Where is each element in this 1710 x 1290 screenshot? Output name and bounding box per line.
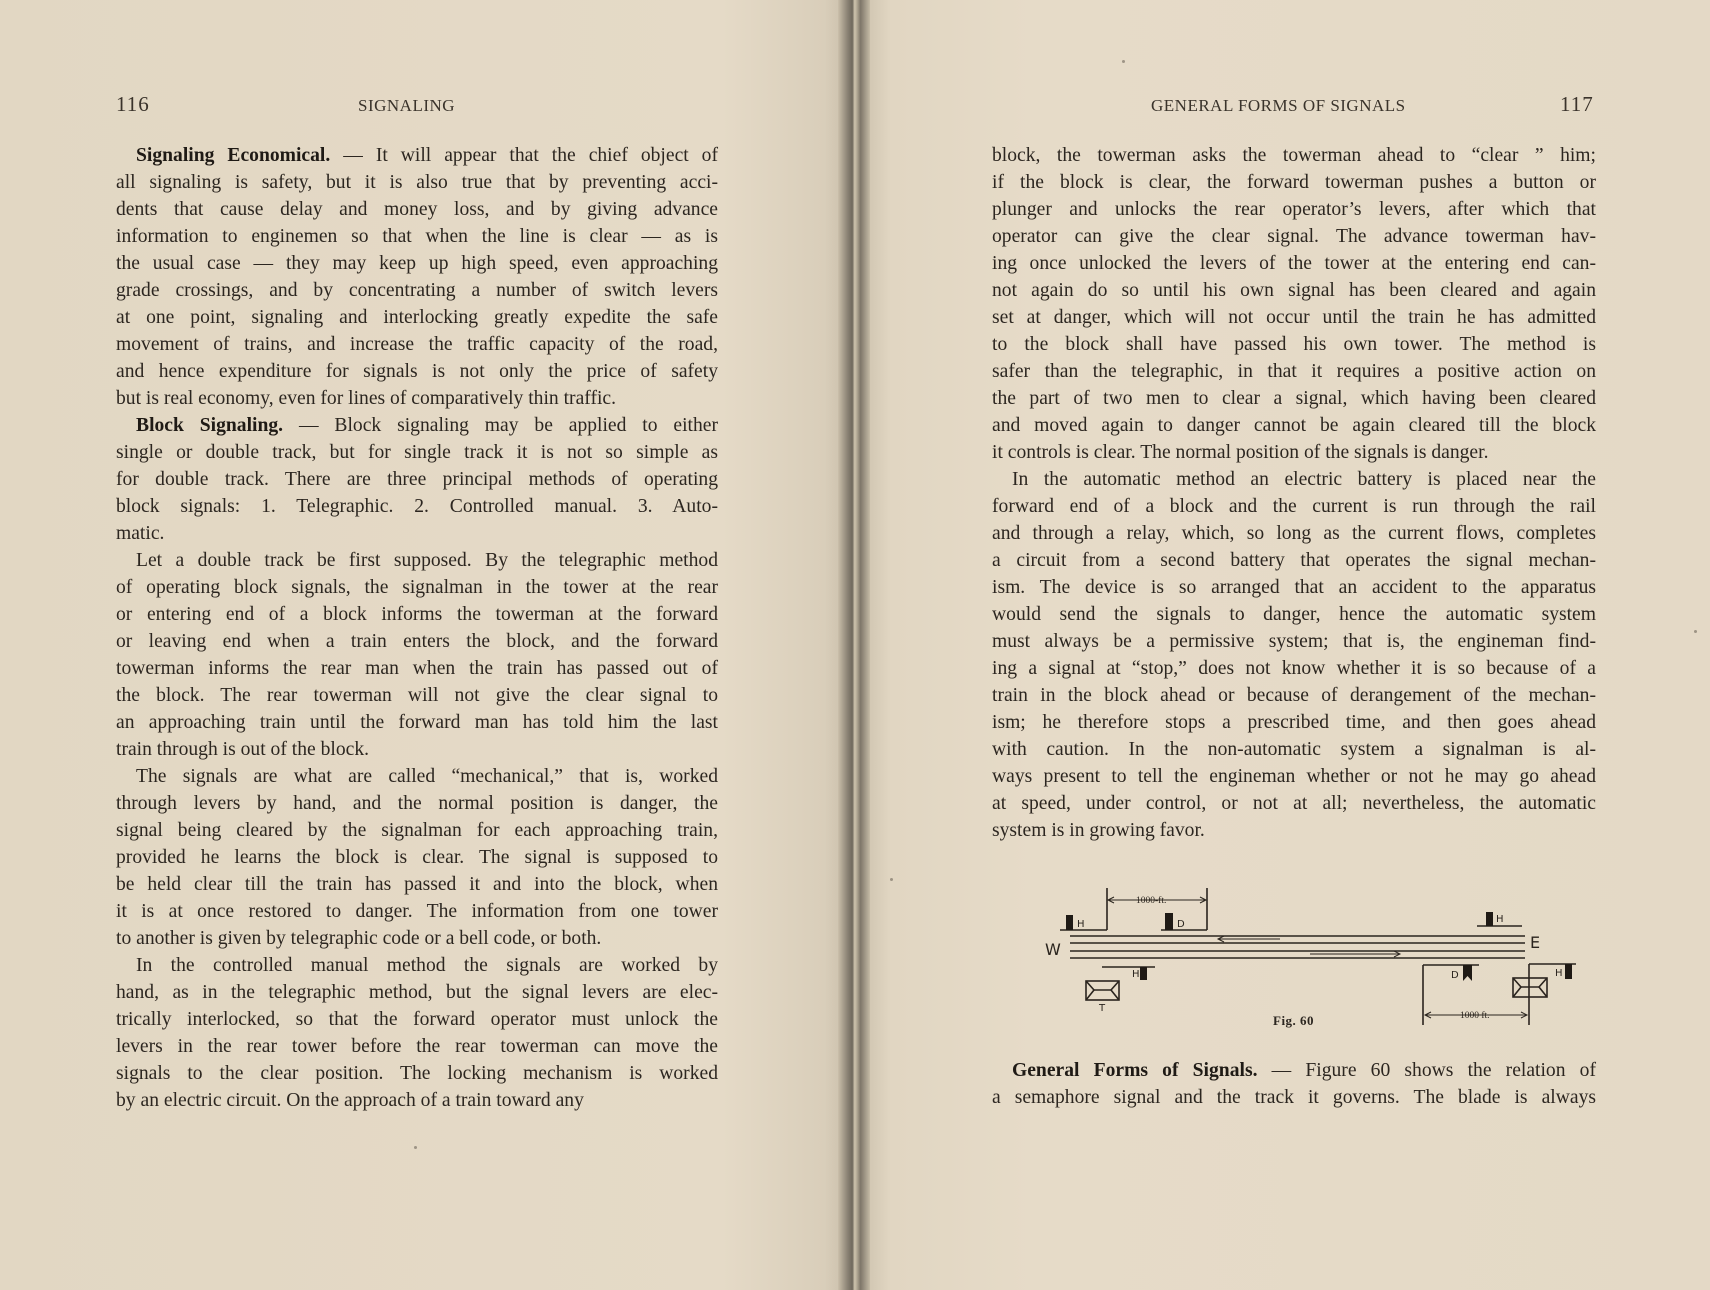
line-text: In the automatic method an electric battery is placed near the bbox=[1012, 469, 1596, 490]
line-text: signal being cleared by the signalman for each approaching train, bbox=[116, 820, 718, 841]
text-line bbox=[992, 385, 1596, 412]
text-line bbox=[116, 1087, 718, 1114]
home-signal-icon bbox=[1565, 964, 1572, 979]
distant-label: D bbox=[1451, 970, 1459, 981]
text-line bbox=[992, 1057, 1596, 1084]
line-text: or leaving end when a train enters the block, and the forward bbox=[116, 631, 718, 652]
text-line bbox=[116, 169, 718, 196]
line-text: by an electric circuit. On the approach of a train toward any bbox=[116, 1090, 584, 1111]
line-text: safer than the telegraphic, in that it requires a positive action on bbox=[992, 361, 1596, 382]
line-text: not again do so until his own signal has been cleared and again bbox=[992, 280, 1596, 301]
line-text: must always be a permissive system; that is, the engineman find- bbox=[992, 631, 1596, 652]
line-text: — Figure 60 shows the relation of bbox=[1257, 1060, 1596, 1081]
text-line bbox=[992, 304, 1596, 331]
text-line bbox=[992, 1084, 1596, 1111]
line-text: set at danger, which will not occur until the train he has admitted bbox=[992, 307, 1596, 328]
text-line bbox=[992, 520, 1596, 547]
text-line bbox=[116, 385, 718, 412]
line-text: a semaphore signal and the track it governs. The blade is always bbox=[992, 1087, 1596, 1108]
line-text: if the block is clear, the forward towerman pushes a button or bbox=[992, 172, 1596, 193]
line-text: forward end of a block and the current is run through the rail bbox=[992, 496, 1596, 517]
text-line bbox=[116, 466, 718, 493]
text-line bbox=[116, 331, 718, 358]
line-text: provided he learns the block is clear. The signal is supposed to bbox=[116, 847, 718, 868]
text-line bbox=[116, 844, 718, 871]
text-line bbox=[992, 277, 1596, 304]
line-text: of operating block signals, the signalman in the tower at the rear bbox=[116, 577, 718, 598]
text-line bbox=[116, 223, 718, 250]
text-line bbox=[116, 1060, 718, 1087]
text-line bbox=[116, 682, 718, 709]
line-text: would send the signals to danger, hence the automatic system bbox=[992, 604, 1596, 625]
line-text: ism. The device is so arranged that an accident to the apparatus bbox=[992, 577, 1596, 598]
text-line bbox=[992, 601, 1596, 628]
line-text: ism; he therefore stops a prescribed time, and then goes ahead bbox=[992, 712, 1596, 733]
text-line bbox=[992, 736, 1596, 763]
line-text: system is in growing favor. bbox=[992, 820, 1205, 841]
line-text: The signals are what are called “mechanical,” that is, worked bbox=[136, 766, 718, 787]
text-line bbox=[992, 493, 1596, 520]
line-text: dents that cause delay and money loss, and by giving advance bbox=[116, 199, 718, 220]
home-label: H bbox=[1555, 968, 1563, 979]
text-line bbox=[116, 790, 718, 817]
paragraph-heading: Block Signaling. bbox=[136, 415, 284, 436]
text-line bbox=[116, 655, 718, 682]
line-text: all signaling is safety, but it is also true that by preventing acci- bbox=[116, 172, 718, 193]
left-page-number: 116 bbox=[116, 92, 150, 116]
line-text: operator can give the clear signal. The advance towerman hav- bbox=[992, 226, 1596, 247]
line-text: ing a signal at “stop,” does not know whether it is so because of a bbox=[992, 658, 1596, 679]
paragraph-heading: General Forms of Signals. bbox=[1012, 1060, 1258, 1081]
text-line bbox=[992, 223, 1596, 250]
line-text: the usual case — they may keep up high speed, even approaching bbox=[116, 253, 718, 274]
text-line bbox=[116, 142, 718, 169]
text-line bbox=[992, 763, 1596, 790]
west-label: W bbox=[1045, 940, 1061, 959]
line-text: movement of trains, and increase the traffic capacity of the road, bbox=[116, 334, 718, 355]
closing-paragraph bbox=[992, 1057, 1596, 1111]
home-label: H bbox=[1496, 914, 1504, 925]
text-line bbox=[116, 817, 718, 844]
tower-label: T bbox=[1099, 1003, 1106, 1014]
line-text: grade crossings, and by concentrating a number of switch levers bbox=[116, 280, 718, 301]
text-line bbox=[992, 358, 1596, 385]
figure-60-track-diagram bbox=[1040, 870, 1580, 1035]
distance-label-bottom: 1000 ft. bbox=[1460, 1011, 1490, 1021]
text-line bbox=[116, 304, 718, 331]
line-text: at speed, under control, or not at all; nevertheless, the automatic bbox=[992, 793, 1596, 814]
text-line bbox=[116, 709, 718, 736]
line-text: In the controlled manual method the signals are worked by bbox=[136, 955, 718, 976]
text-line bbox=[116, 574, 718, 601]
text-line bbox=[116, 412, 718, 439]
line-text: it controls is clear. The normal position of the signals is danger. bbox=[992, 442, 1489, 463]
text-line bbox=[992, 682, 1596, 709]
text-line bbox=[116, 1006, 718, 1033]
line-text: and through a relay, which, so long as the current flows, completes bbox=[992, 523, 1596, 544]
text-line bbox=[992, 574, 1596, 601]
line-text: information to enginemen so that when the line is clear — as is bbox=[116, 226, 718, 247]
line-text: for double track. There are three principal methods of operating bbox=[116, 469, 718, 490]
text-line bbox=[116, 358, 718, 385]
text-line bbox=[116, 250, 718, 277]
line-text: to another is given by telegraphic code or a bell code, or both. bbox=[116, 928, 602, 949]
distance-label-top: 1000-ft. bbox=[1136, 896, 1167, 906]
line-text: it is at once restored to danger. The information from one tower bbox=[116, 901, 718, 922]
line-text: single or double track, but for single track it is not so simple as bbox=[116, 442, 718, 463]
text-line bbox=[116, 871, 718, 898]
line-text: with caution. In the non-automatic system a signalman is al- bbox=[992, 739, 1596, 760]
line-text: the block. The rear towerman will not give the clear signal to bbox=[116, 685, 718, 706]
line-text: block signals: 1. Telegraphic. 2. Controlled manual. 3. Auto- bbox=[116, 496, 718, 517]
text-line bbox=[992, 331, 1596, 358]
line-text: an approaching train until the forward man has told him the last bbox=[116, 712, 718, 733]
line-text: or entering end of a block informs the towerman at the forward bbox=[116, 604, 718, 625]
text-line bbox=[116, 493, 718, 520]
figure-caption: Fig. 60 bbox=[1273, 1013, 1315, 1028]
text-line bbox=[116, 277, 718, 304]
text-line bbox=[116, 763, 718, 790]
text-line bbox=[116, 898, 718, 925]
text-line bbox=[992, 196, 1596, 223]
paper-speck bbox=[414, 1146, 417, 1149]
text-line bbox=[992, 439, 1596, 466]
line-text: matic. bbox=[116, 523, 165, 544]
line-text: block, the towerman asks the towerman ahead to “clear ” him; bbox=[992, 145, 1596, 166]
east-label: E bbox=[1530, 933, 1541, 952]
line-text: and moved again to danger cannot be again cleared till the block bbox=[992, 415, 1596, 436]
line-text: the part of two men to clear a signal, which having been cleared bbox=[992, 388, 1596, 409]
home-signal-icon bbox=[1140, 967, 1147, 980]
text-line bbox=[992, 655, 1596, 682]
line-text: hand, as in the telegraphic method, but the signal levers are elec- bbox=[116, 982, 718, 1003]
paper-speck bbox=[1122, 60, 1125, 63]
text-line bbox=[116, 628, 718, 655]
line-text: ways present to tell the engineman whether or not he may go ahead bbox=[992, 766, 1596, 787]
line-text: be held clear till the train has passed it and into the block, when bbox=[116, 874, 718, 895]
line-text: ing once unlocked the levers of the tower at the entering end can- bbox=[992, 253, 1596, 274]
home-label: H bbox=[1132, 969, 1140, 980]
line-text: and hence expenditure for signals is not only the price of safety bbox=[116, 361, 718, 382]
text-line bbox=[992, 790, 1596, 817]
text-line bbox=[992, 466, 1596, 493]
distant-label: D bbox=[1177, 919, 1185, 930]
home-signal-icon bbox=[1486, 912, 1493, 926]
line-text: train through is out of the block. bbox=[116, 739, 370, 760]
left-page-body bbox=[116, 142, 718, 1114]
text-line bbox=[116, 979, 718, 1006]
line-text: Let a double track be first supposed. By the telegraphic method bbox=[136, 550, 718, 571]
line-text: towerman informs the rear man when the train has passed out of bbox=[116, 658, 718, 679]
right-page-number: 117 bbox=[1560, 92, 1594, 116]
line-text: a circuit from a second battery that operates the signal mechan- bbox=[992, 550, 1596, 571]
paper-speck bbox=[890, 878, 893, 881]
text-line bbox=[116, 952, 718, 979]
distant-signal-icon bbox=[1165, 913, 1173, 930]
text-line bbox=[116, 1033, 718, 1060]
text-line bbox=[116, 925, 718, 952]
distant-signal-icon bbox=[1463, 965, 1472, 981]
text-line bbox=[116, 439, 718, 466]
text-line bbox=[116, 601, 718, 628]
line-text: — It will appear that the chief object of bbox=[330, 145, 719, 166]
book-gutter bbox=[838, 0, 870, 1290]
text-line bbox=[116, 547, 718, 574]
line-text: at one point, signaling and interlocking greatly expedite the safe bbox=[116, 307, 718, 328]
home-label: H bbox=[1077, 919, 1085, 930]
home-signal-icon bbox=[1066, 915, 1073, 930]
line-text: to the block shall have passed his own tower. The method is bbox=[992, 334, 1596, 355]
line-text: but is real economy, even for lines of comparatively thin traffic. bbox=[116, 388, 617, 409]
text-line bbox=[116, 520, 718, 547]
text-line bbox=[992, 547, 1596, 574]
line-text: levers in the rear tower before the rear towerman can move the bbox=[116, 1036, 718, 1057]
text-line bbox=[992, 412, 1596, 439]
paper-speck bbox=[1694, 630, 1697, 633]
text-line bbox=[992, 628, 1596, 655]
line-text: trically interlocked, so that the forward operator must unlock the bbox=[116, 1009, 718, 1030]
text-line bbox=[116, 196, 718, 223]
right-running-head: GENERAL FORMS OF SIGNALS bbox=[1151, 96, 1406, 115]
line-text: — Block signaling may be applied to either bbox=[283, 415, 718, 436]
line-text: plunger and unlocks the rear operator’s levers, after which that bbox=[992, 199, 1596, 220]
text-line bbox=[992, 709, 1596, 736]
line-text: through levers by hand, and the normal position is danger, the bbox=[116, 793, 718, 814]
left-running-head: SIGNALING bbox=[358, 96, 456, 115]
text-line bbox=[992, 142, 1596, 169]
text-line bbox=[116, 736, 718, 763]
text-line bbox=[992, 817, 1596, 844]
line-text: signals to the clear position. The locking mechanism is worked bbox=[116, 1063, 718, 1084]
paragraph-heading: Signaling Economical. bbox=[136, 145, 331, 166]
text-line bbox=[992, 250, 1596, 277]
right-page-body bbox=[992, 142, 1596, 844]
line-text: train in the block ahead or because of derangement of the mechan- bbox=[992, 685, 1596, 706]
text-line bbox=[992, 169, 1596, 196]
